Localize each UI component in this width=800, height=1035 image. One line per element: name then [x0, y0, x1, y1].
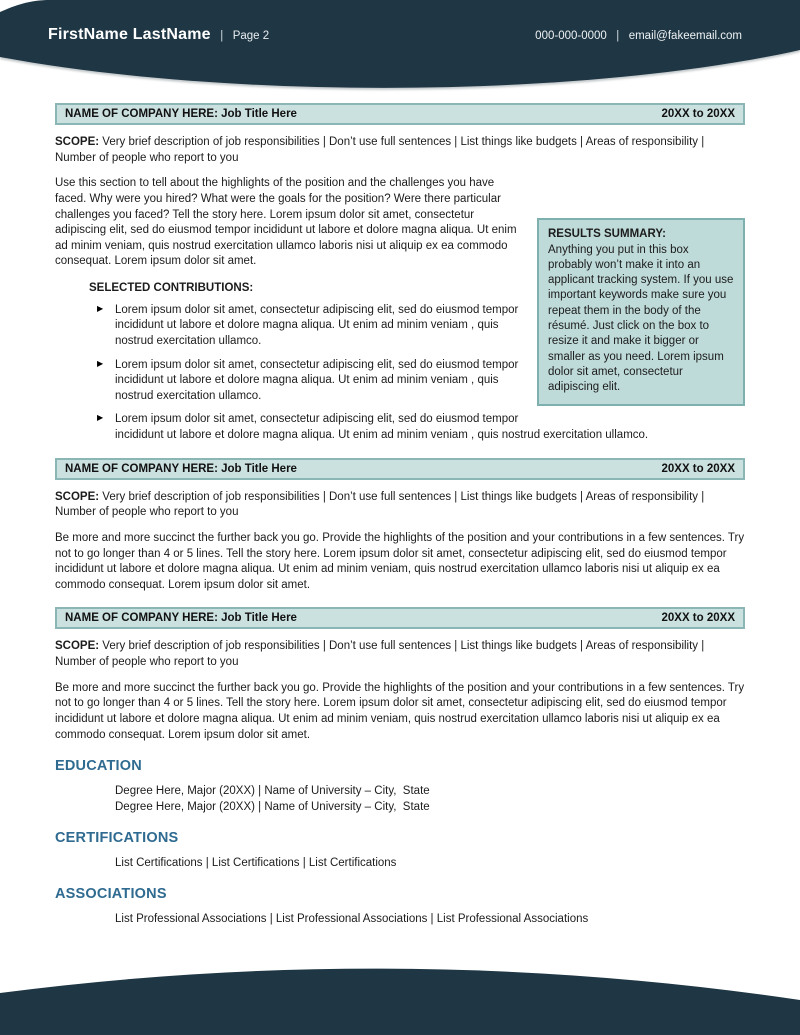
certifications-heading: CERTIFICATIONS	[55, 830, 179, 847]
certifications-entry: List Certifications | List Certifications | List Certifications	[115, 857, 397, 870]
associations-heading: ASSOCIATIONS	[55, 886, 167, 903]
job-section-3	[55, 607, 745, 743]
selected-contributions-heading: SELECTED CONTRIBUTIONS:	[89, 282, 254, 294]
education-list	[115, 783, 745, 815]
results-summary-text: Anything you put in this box probably won’t make it into an applicant tracking system. If you use important keywords make sure you repeat them in the body of the résumé. Just click on the box to resize it and make it bigger or smaller as you need. Lorem ipsum dolor sit amet, consectetur adipiscing elit.	[548, 243, 734, 394]
email-address: email@fakeemail.com	[628, 30, 742, 42]
header-divider: |	[220, 30, 224, 42]
company-title-bar	[55, 458, 745, 480]
employment-dates: 20XX to 20XX	[661, 108, 735, 120]
job-description-text: Use this section to tell about the highlights of the position and the challenges you have faced. Why were you hired? What were the goals for the position? Were there particular challenges you faced? Tell the story here. Lorem ipsum dolor sit amet, consectetur adipiscing elit, sed do eiusmod tempor incididunt ut labore et dolore magna aliqua. Ut enim ad minim veniam, quis nostrud exercitation ullamco laboris nisi ut aliquip ex ea commodo consequat. Lorem ipsum dolor sit amet.	[55, 177, 517, 268]
associations-entry: List Professional Associations | List Professional Associations | List Professional Associations	[115, 913, 589, 926]
education-heading: EDUCATION	[55, 758, 142, 775]
scope-label: SCOPE:	[55, 640, 100, 653]
contribution-bullet: ▶ Lorem ipsum dolor sit amet, consectetur adipiscing elit, sed do eiusmod tempor incididunt ut labore et dolore magna aliqua. Ut enim ad minim veniam , quis nostrud exercitation ullamco.	[97, 358, 739, 405]
job-section-1	[55, 103, 745, 444]
company-job-title: NAME OF COMPANY HERE: Job Title Here	[65, 612, 297, 625]
associations-list	[115, 911, 745, 927]
contribution-bullet: ▶ Lorem ipsum dolor sit amet, consectetur adipiscing elit, sed do eiusmod tempor incididunt ut labore et dolore magna aliqua. Ut enim ad minim veniam , quis nostrud exercitation ullamco.	[97, 303, 739, 350]
page-footer	[0, 965, 800, 1035]
scope-text: Very brief description of job responsibilities | Don’t use full sentences | List things like budgets | Areas of responsibility | Number of people who report to you	[55, 490, 705, 519]
phone-number: 000-000-0000	[535, 30, 607, 42]
education-entry: Degree Here, Major (20XX) | Name of University – City, State	[115, 801, 430, 814]
scope-text: Very brief description of job responsibilities | Don’t use full sentences | List things like budgets | Areas of responsibility | Number of people who report to you	[55, 136, 705, 164]
company-job-title: NAME OF COMPANY HERE: Job Title Here	[65, 462, 297, 475]
page-number-label: Page 2	[232, 30, 270, 42]
contribution-bullet: ▶ Lorem ipsum dolor sit amet, consectetur adipiscing elit, sed do eiusmod tempor incididunt ut labore et dolore magna aliqua. Ut enim ad minim veniam , quis nostrud exercitation ullamco.	[97, 412, 739, 443]
employment-dates: 20XX to 20XX	[661, 612, 735, 625]
job-description-block	[55, 176, 745, 443]
scope-label: SCOPE:	[55, 136, 100, 148]
job-description-text: Be more and more succinct the further back you go. Provide the highlights of the position and your contributions in a few sentences. Try not to go longer than 4 or 5 lines. Tell the story here. Lorem ipsum dolor sit amet, consectetur adipiscing elit, sed do eiusmod tempor incididunt ut labore et dolore magna aliqua. Ut enim ad minim veniam, quis nostrud exercitation ullamco laboris nisi ut aliquip ex ea commodo consequat. Lorem ipsum dolor sit amet.	[55, 681, 745, 741]
person-name: FirstName LastName	[48, 26, 211, 43]
footer-swoosh-shape	[0, 965, 800, 1035]
job-description-text: Be more and more succinct the further back you go. Provide the highlights of the position and your contributions in a few sentences. Try not to go longer than 4 or 5 lines. Tell the story here. Lorem ipsum dolor sit amet, consectetur adipiscing elit, sed do eiusmod tempor incididunt ut labore et dolore magna aliqua. Ut enim ad minim veniam, quis nostrud exercitation ullamco laboris nisi ut aliquip ex ea commodo consequat. Lorem ipsum dolor sit amet.	[55, 531, 745, 591]
employment-dates: 20XX to 20XX	[661, 462, 735, 475]
results-summary-title: RESULTS SUMMARY:	[548, 228, 666, 241]
company-job-title: NAME OF COMPANY HERE: Job Title Here	[65, 108, 297, 120]
header-swoosh-shape	[0, 0, 800, 100]
education-entry: Degree Here, Major (20XX) | Name of University – City, State	[115, 785, 430, 798]
certifications-list	[115, 855, 745, 871]
company-title-bar	[55, 103, 745, 125]
header-identity	[48, 26, 269, 44]
job-section-2	[55, 458, 745, 594]
job-description-block	[55, 681, 745, 744]
scope-line	[55, 639, 745, 670]
scope-text: Very brief description of job responsibilities | Don’t use full sentences | List things like budgets | Areas of responsibility | Number of people who report to you	[55, 640, 705, 668]
job-description-block	[55, 531, 745, 594]
scope-label: SCOPE:	[55, 490, 100, 503]
scope-line	[55, 490, 745, 521]
contributions-list	[97, 303, 739, 444]
contact-divider: |	[616, 30, 620, 42]
company-title-bar	[55, 607, 745, 629]
scope-line	[55, 135, 745, 166]
resume-body	[55, 103, 745, 928]
page-header	[0, 0, 800, 100]
header-contact	[535, 26, 742, 44]
